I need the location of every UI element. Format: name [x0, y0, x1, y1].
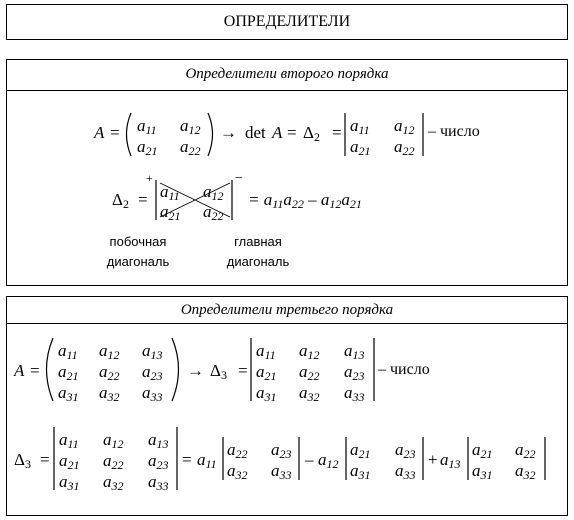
equals-sign: =: [30, 361, 40, 380]
delta2-formula: = $a_{11}a_{22} - a_{12}a_{21}$: [248, 190, 362, 211]
m3-a31: $a_{31}$: [58, 383, 79, 404]
d2-a12: $a_{12}$: [394, 116, 415, 137]
equals-sign: =: [110, 123, 120, 142]
minor1-a22: $a_{22}$: [227, 440, 248, 461]
d3-a32: $a_{32}$: [299, 383, 320, 404]
d3-a22: $a_{22}$: [299, 362, 320, 383]
plus-sign: +: [428, 450, 438, 469]
equals-sign: =: [40, 450, 50, 469]
m3-a22: $a_{22}$: [99, 362, 120, 383]
d3-a31: $a_{31}$: [256, 383, 277, 404]
right-paren: [208, 113, 213, 156]
minor1-a23: $a_{23}$: [271, 440, 292, 461]
m3-a13: $a_{13}$: [142, 341, 163, 362]
m2-a11: $a_{11}$: [137, 116, 157, 137]
d2x-a11: $a_{11}$: [160, 182, 180, 203]
d2-a11: $a_{11}$: [350, 116, 370, 137]
number-note: – число: [428, 123, 480, 140]
left-paren: [47, 338, 54, 401]
matrix-A-name: A: [94, 123, 105, 142]
m3-a12: $a_{12}$: [99, 341, 120, 362]
minor2-a33: $a_{33}$: [395, 461, 416, 482]
matrix-A-name: A: [14, 361, 25, 380]
d2-a22: $a_{22}$: [394, 137, 415, 158]
d2x-a22: $a_{22}$: [203, 202, 224, 223]
d3-a21: $a_{21}$: [256, 362, 277, 383]
e3-a23: $a_{23}$: [148, 451, 169, 472]
det-A-name: A: [272, 123, 283, 142]
minor2-a21: $a_{21}$: [350, 440, 371, 461]
e3-a22: $a_{22}$: [103, 451, 124, 472]
minor3-a22: $a_{22}$: [515, 440, 536, 461]
equals-sign: =: [138, 190, 148, 209]
third-order-header-text: Определители третьего порядка: [180, 302, 394, 318]
minor1-a32: $a_{32}$: [227, 461, 248, 482]
m2-a12: $a_{12}$: [180, 116, 201, 137]
arrow: →: [220, 123, 237, 142]
coef-a11: $a_{11}$: [197, 450, 217, 471]
d3-a23: $a_{23}$: [344, 362, 365, 383]
coef-a13: $a_{13}$: [440, 450, 461, 471]
minus-sign: −: [235, 171, 243, 186]
m3-a11: $a_{11}$: [58, 341, 78, 362]
equals-sign: =: [238, 361, 248, 380]
right-paren: [172, 338, 179, 401]
minor3-a31: $a_{31}$: [472, 461, 493, 482]
d2x-a12: $a_{12}$: [203, 182, 224, 203]
m2-a22: $a_{22}$: [180, 137, 201, 158]
equals-sign: =: [332, 123, 342, 142]
det-word: det: [245, 123, 266, 142]
d3-a33: $a_{33}$: [344, 383, 365, 404]
side-diagonal-label: побочная диагональ: [106, 234, 170, 270]
d2x-a21: $a_{21}$: [160, 202, 181, 223]
m3-a32: $a_{32}$: [99, 383, 120, 404]
minor3-a21: $a_{21}$: [472, 440, 493, 461]
e3-a13: $a_{13}$: [148, 430, 169, 451]
d3-a13: $a_{13}$: [344, 341, 365, 362]
e3-a32: $a_{32}$: [103, 472, 124, 493]
d3-a11: $a_{11}$: [256, 341, 276, 362]
e3-a31: $a_{31}$: [59, 472, 80, 493]
minor2-a23: $a_{23}$: [395, 440, 416, 461]
d3-a12: $a_{12}$: [299, 341, 320, 362]
e3-a21: $a_{21}$: [59, 451, 80, 472]
page-title: ОПРЕДЕЛИТЕЛИ: [223, 13, 351, 30]
e3-a11: $a_{11}$: [59, 430, 79, 451]
e3-a33: $a_{33}$: [148, 472, 169, 493]
arrow: →: [187, 361, 204, 380]
minor2-a31: $a_{31}$: [350, 461, 371, 482]
d2-a21: $a_{21}$: [350, 137, 371, 158]
m3-a23: $a_{23}$: [142, 362, 163, 383]
m3-a21: $a_{21}$: [58, 362, 79, 383]
equals-sign: =: [182, 450, 192, 469]
delta-symbol: $\Delta_2$: [112, 190, 129, 211]
minor3-a32: $a_{32}$: [515, 461, 536, 482]
m2-a21: $a_{21}$: [137, 137, 158, 158]
left-paren: [127, 113, 132, 156]
equals-sign: =: [287, 123, 297, 142]
number-note: – число: [378, 361, 430, 378]
coef-a12: $a_{12}$: [318, 450, 339, 471]
minus-sign: –: [305, 450, 314, 469]
minor1-a33: $a_{33}$: [271, 461, 292, 482]
delta-symbol: $\Delta_2$: [303, 123, 320, 144]
main-diagonal-label: главная диагональ: [226, 234, 290, 270]
delta-symbol: $\Delta_3$: [210, 361, 227, 382]
plus-sign: +: [146, 171, 153, 185]
m3-a33: $a_{33}$: [142, 383, 163, 404]
second-order-header-text: Определители второго порядка: [185, 66, 389, 82]
e3-a12: $a_{12}$: [103, 430, 124, 451]
delta-symbol: $\Delta_3$: [14, 450, 31, 471]
